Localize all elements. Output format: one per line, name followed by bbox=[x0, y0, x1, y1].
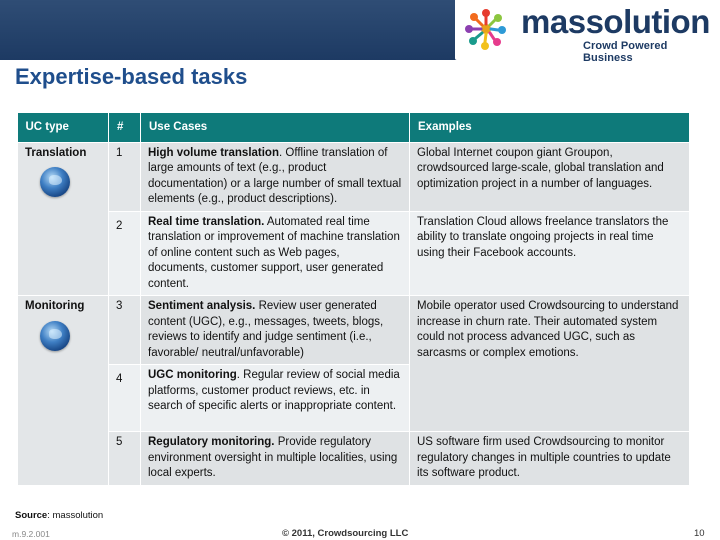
source-label: Source bbox=[15, 510, 48, 521]
example-cell: Mobile operator used Crowdsourcing to understand increase in churn rate. Their automated system could not process advanced UGC, such as sarcasms or complex emotions. bbox=[410, 296, 690, 432]
use-case-title: Sentiment analysis. bbox=[148, 300, 256, 312]
row-number: 2 bbox=[109, 211, 141, 296]
example-cell: Translation Cloud allows freelance translators the ability to translate ongoing projects in real time using their Facebook accounts. bbox=[410, 211, 690, 296]
use-case-cell bbox=[141, 432, 410, 486]
table-row bbox=[18, 142, 690, 211]
table-row bbox=[18, 211, 690, 296]
globe-icon bbox=[40, 321, 70, 351]
row-number: 1 bbox=[109, 142, 141, 211]
use-case-table bbox=[17, 113, 690, 486]
row-number: 4 bbox=[109, 365, 141, 432]
use-case-desc: Review user generated content (UGC), e.g., messages, tweets, blogs, reviews to identify and judge sentiment (i.e., favorable/ neutral/unfavorable) bbox=[148, 300, 384, 359]
use-case-cell bbox=[141, 296, 410, 365]
page-title: Expertise-based tasks bbox=[15, 64, 248, 89]
use-case-title: Real time translation. bbox=[148, 215, 265, 228]
logo bbox=[455, 0, 720, 64]
logo-tagline: Crowd Powered Business bbox=[583, 40, 668, 64]
use-case-desc: . Offline translation of large amounts of text (e.g., product documentation) or a large number of small textual elements (e.g., product descriptions). bbox=[148, 146, 402, 205]
header-number: # bbox=[109, 113, 141, 142]
use-case-title: UGC monitoring bbox=[148, 369, 237, 381]
example-cell: US software firm used Crowdsourcing to monitor regulatory changes in multiple countries to update its software product. bbox=[410, 432, 690, 486]
globe-icon bbox=[40, 167, 70, 197]
use-case-cell bbox=[141, 211, 410, 296]
row-number: 5 bbox=[109, 432, 141, 486]
use-case-desc: . Regular review of social media platforms, customer product reviews, etc. in search of specific alerts or inappropriate content. bbox=[148, 369, 400, 412]
use-case-cell bbox=[141, 365, 410, 432]
uc-type-label: Monitoring bbox=[25, 300, 85, 312]
use-case-title: High volume translation bbox=[148, 146, 279, 159]
source-text: : massolution bbox=[47, 510, 104, 521]
use-case-cell bbox=[141, 142, 410, 211]
header-uc-type: UC type bbox=[18, 113, 109, 142]
uc-type-monitoring bbox=[18, 296, 109, 486]
use-case-desc: Automated real time translation or improvement of machine translation of online content such as Web pages, documents, customer support, user generated content. bbox=[148, 215, 400, 290]
use-case-title: Regulatory monitoring. bbox=[148, 436, 275, 448]
table-row bbox=[18, 296, 690, 365]
use-case-desc: Provide regulatory environment oversight in multiple localities, using local experts. bbox=[148, 436, 398, 479]
logo-word-solution: solution bbox=[585, 3, 710, 40]
massolution-logo-icon bbox=[461, 4, 511, 54]
footer-page-number: 10 bbox=[694, 528, 705, 539]
row-number: 3 bbox=[109, 296, 141, 365]
logo-wordmark bbox=[521, 3, 710, 41]
uc-type-label: Translation bbox=[25, 146, 87, 159]
header-use-cases: Use Cases bbox=[141, 113, 410, 142]
table-row bbox=[18, 432, 690, 486]
table-header-row bbox=[18, 113, 690, 142]
logo-word-mas: mas bbox=[521, 3, 586, 40]
source-note bbox=[15, 510, 103, 521]
header-examples: Examples bbox=[410, 113, 690, 142]
footer-doc-id: m.9.2.001 bbox=[12, 529, 50, 539]
uc-type-translation bbox=[18, 142, 109, 296]
example-cell: Global Internet coupon giant Groupon, crowdsourced large-scale, global translation and optimization project in a number of languages. bbox=[410, 142, 690, 211]
footer-copyright: © 2011, Crowdsourcing LLC bbox=[282, 528, 409, 539]
